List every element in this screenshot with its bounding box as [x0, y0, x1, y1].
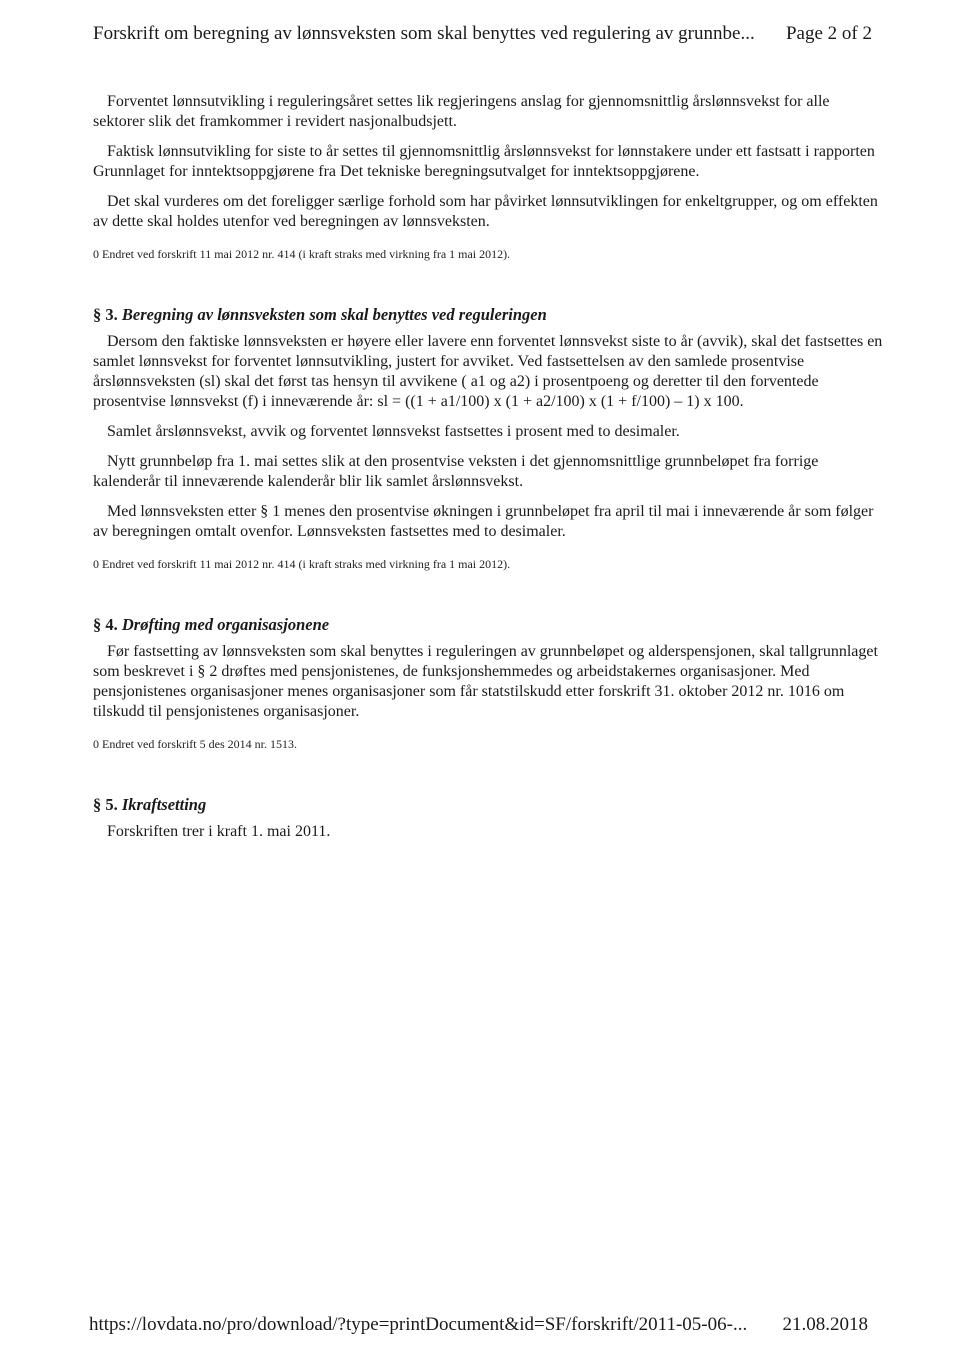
amendment-note: 0 Endret ved forskrift 11 mai 2012 nr. 414 (i kraft straks med virkning fra 1 mai 2012).	[93, 557, 511, 571]
section-paragraph: Dersom den faktiske lønnsveksten er høyere eller lavere enn forventet lønnsvekst siste to år (avvik), skal det fastsettes en samlet lønnsvekst for forventet lønnsutvikling, justert for avviket. Ved fastsettelsen av den samlede prosentvise årslønnsveksten (sl) skal det først tas hensyn til avvikene ( a1 og a2) i prosentpoeng og deretter til den forventede prosentvise lønnsvekst (f) i inneværende år: sl = ((1 + a1/100) x (1 + a2/100) x (1 + f/100) – 1) x 100.	[93, 333, 883, 410]
intro-paragraph: Forventet lønnsutvikling i reguleringsåret settes lik regjeringens anslag for gjennomsnittlig årslønnsvekst for alle sektorer slik det framkommer i revidert nasjonalbudsjett.	[93, 93, 830, 130]
section-title: Ikraftsetting	[121, 795, 207, 814]
section-number: § 3.	[93, 305, 118, 324]
section-paragraph: Forskriften trer i kraft 1. mai 2011.	[107, 823, 331, 840]
intro-paragraph: Faktisk lønnsutvikling for siste to år settes til gjennomsnittlig årslønnsvekst for lønnstakere under ett fastsatt i rapporten Grunnlaget for inntektsoppgjørene fra Det tekniske beregningsutvalget for inntektsoppgjørene.	[93, 143, 875, 180]
page-number: Page 2 of 2	[785, 23, 872, 44]
amendment-note: 0 Endret ved forskrift 5 des 2014 nr. 1513.	[93, 737, 297, 751]
print-date: 21.08.2018	[782, 1314, 868, 1335]
section-number: § 4.	[93, 615, 118, 634]
header-title: Forskrift om beregning av lønnsveksten som skal benyttes ved regulering av grunnbe...	[93, 23, 755, 44]
page-footer	[89, 1313, 868, 1337]
section-heading-3	[93, 304, 883, 326]
section-number: § 5.	[93, 795, 118, 814]
section-paragraph: Samlet årslønnsvekst, avvik og forventet lønnsvekst fastsettes i prosent med to desimaler.	[107, 423, 680, 440]
document-body	[93, 92, 883, 852]
source-url[interactable]: https://lovdata.no/pro/download/?type=printDocument&id=SF/forskrift/2011-05-06-...	[89, 1314, 748, 1335]
section-title: Drøfting med organisasjonene	[121, 615, 330, 634]
section-paragraph: Før fastsetting av lønnsveksten som skal benyttes i reguleringen av grunnbeløpet og alderspensjonen, skal tallgrunnlaget som beskrevet i § 2 drøftes med pensjonistenes, de funksjonshemmedes og arbeidstakernes organisasjoner. Med pensjonistenes organisasjoner menes organisasjoner som får statstilskudd etter forskrift 31. oktober 2012 nr. 1016 om tilskudd til pensjonistenes organisasjoner.	[93, 643, 878, 720]
section-heading-4	[93, 614, 883, 636]
intro-paragraph: Det skal vurderes om det foreligger særlige forhold som har påvirket lønnsutviklingen for enkeltgrupper, og om effekten av dette skal holdes utenfor ved beregningen av lønnsveksten.	[93, 193, 878, 230]
amendment-note: 0 Endret ved forskrift 11 mai 2012 nr. 414 (i kraft straks med virkning fra 1 mai 2012).	[93, 247, 511, 261]
section-title: Beregning av lønnsveksten som skal benyttes ved reguleringen	[121, 305, 547, 324]
section-paragraph: Nytt grunnbeløp fra 1. mai settes slik at den prosentvise veksten i det gjennomsnittlige grunnbeløpet fra forrige kalenderår til inneværende kalenderår blir lik samlet årslønnsvekst.	[93, 453, 819, 490]
section-paragraph: Med lønnsveksten etter § 1 menes den prosentvise økningen i grunnbeløpet fra april til mai i inneværende år som følger av beregningen omtalt ovenfor. Lønnsveksten fastsettes med to desimaler.	[93, 503, 874, 540]
section-heading-5	[93, 794, 883, 816]
page-header	[93, 22, 872, 46]
